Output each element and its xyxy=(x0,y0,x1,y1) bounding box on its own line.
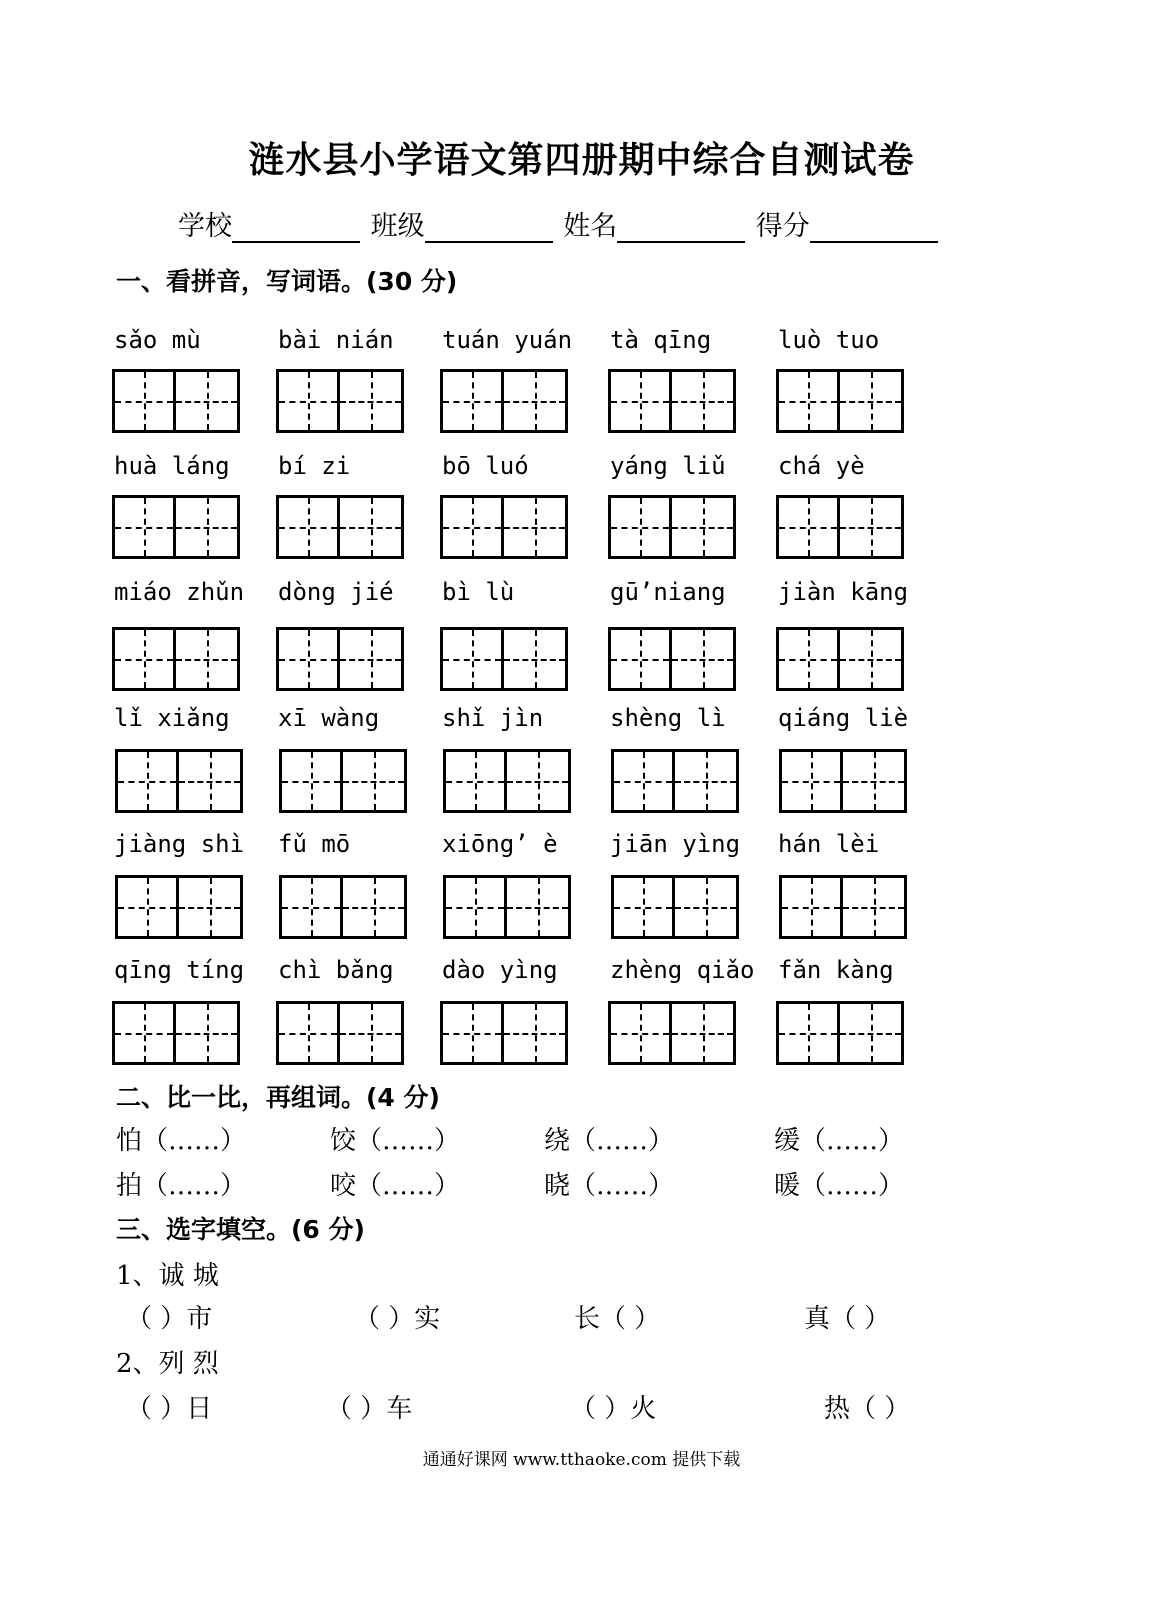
q1-label: 1、诚 城 xyxy=(116,1261,219,1291)
writing-grid[interactable] xyxy=(440,369,568,433)
character-cell[interactable] xyxy=(675,878,736,936)
character-cell[interactable] xyxy=(115,372,176,430)
guide-line-horizontal xyxy=(446,781,504,783)
character-cell[interactable] xyxy=(443,630,504,688)
guide-line-horizontal xyxy=(675,781,736,783)
pinyin-label: miáo zhǔn xyxy=(114,578,245,606)
guide-line-horizontal xyxy=(179,781,240,783)
footer-credit: 通通好课网 www.tthaoke.com 提供下载 xyxy=(422,1450,741,1470)
writing-grid[interactable] xyxy=(276,627,404,691)
fill-item[interactable]: （ ）日 xyxy=(126,1394,213,1424)
guide-line-horizontal xyxy=(782,907,840,909)
writing-grid[interactable] xyxy=(112,627,240,691)
pinyin-label: chì bǎng xyxy=(278,956,394,984)
character-cell[interactable] xyxy=(340,372,401,430)
page-title: 涟水县小学语文第四册期中综合自测试卷 xyxy=(248,140,915,181)
character-cell[interactable] xyxy=(840,372,901,430)
writing-grid[interactable] xyxy=(279,749,407,813)
writing-grid[interactable] xyxy=(112,1001,240,1065)
character-cell[interactable] xyxy=(672,498,733,556)
school-blank[interactable] xyxy=(232,215,360,243)
character-cell[interactable] xyxy=(614,752,675,810)
guide-line-horizontal xyxy=(115,1033,173,1035)
guide-line-horizontal xyxy=(118,781,176,783)
writing-grid[interactable] xyxy=(611,875,739,939)
guide-line-horizontal xyxy=(504,1033,565,1035)
character-cell[interactable] xyxy=(176,372,237,430)
pinyin-label: bí zi xyxy=(278,452,351,480)
guide-line-horizontal xyxy=(115,401,173,403)
fill-item[interactable]: 热（ ） xyxy=(824,1394,911,1424)
guide-line-horizontal xyxy=(446,907,504,909)
writing-grid[interactable] xyxy=(440,495,568,559)
character-cell[interactable] xyxy=(779,630,840,688)
writing-grid[interactable] xyxy=(608,627,736,691)
writing-grid[interactable] xyxy=(608,495,736,559)
name-label: 姓名 xyxy=(563,211,618,242)
guide-line-horizontal xyxy=(279,1033,337,1035)
writing-grid[interactable] xyxy=(112,495,240,559)
character-cell[interactable] xyxy=(672,1004,733,1062)
guide-line-horizontal xyxy=(672,659,733,661)
writing-grid[interactable] xyxy=(276,1001,404,1065)
character-cell[interactable] xyxy=(672,630,733,688)
character-cell[interactable] xyxy=(779,1004,840,1062)
writing-grid[interactable] xyxy=(608,369,736,433)
guide-line-horizontal xyxy=(614,781,672,783)
character-cell[interactable] xyxy=(675,752,736,810)
pinyin-label: huà láng xyxy=(114,452,230,480)
writing-grid[interactable] xyxy=(443,875,571,939)
guide-line-horizontal xyxy=(176,659,237,661)
guide-line-horizontal xyxy=(340,401,401,403)
compare-item[interactable]: 绕（……） xyxy=(544,1126,675,1156)
character-cell[interactable] xyxy=(779,498,840,556)
q1-items xyxy=(126,1298,984,1335)
character-cell[interactable] xyxy=(504,372,565,430)
section2-heading: 二、比一比，再组词。(4 分) xyxy=(116,1083,440,1112)
guide-line-horizontal xyxy=(840,527,901,529)
compare-row-1 xyxy=(116,1120,964,1157)
character-cell[interactable] xyxy=(343,752,404,810)
guide-line-horizontal xyxy=(343,781,404,783)
guide-line-horizontal xyxy=(504,527,565,529)
guide-line-horizontal xyxy=(340,527,401,529)
guide-line-horizontal xyxy=(443,1033,501,1035)
guide-line-horizontal xyxy=(176,401,237,403)
compare-item[interactable]: 拍（……） xyxy=(116,1171,247,1201)
writing-grid[interactable] xyxy=(276,369,404,433)
character-cell[interactable] xyxy=(282,878,343,936)
name-blank[interactable] xyxy=(617,215,745,243)
guide-line-horizontal xyxy=(118,907,176,909)
writing-grid[interactable] xyxy=(608,1001,736,1065)
character-cell[interactable] xyxy=(279,372,340,430)
guide-line-horizontal xyxy=(279,527,337,529)
guide-line-horizontal xyxy=(782,781,840,783)
character-cell[interactable] xyxy=(504,498,565,556)
character-cell[interactable] xyxy=(115,1004,176,1062)
class-blank[interactable] xyxy=(425,215,553,243)
character-cell[interactable] xyxy=(279,498,340,556)
guide-line-horizontal xyxy=(840,659,901,661)
writing-grid[interactable] xyxy=(276,495,404,559)
guide-line-horizontal xyxy=(504,401,565,403)
pinyin-label: tà qīng xyxy=(610,326,712,354)
pinyin-label: qīng tíng xyxy=(114,956,245,984)
guide-line-horizontal xyxy=(611,401,669,403)
guide-line-horizontal xyxy=(179,907,240,909)
character-cell[interactable] xyxy=(779,372,840,430)
guide-line-horizontal xyxy=(282,907,340,909)
pinyin-label: lǐ xiǎng xyxy=(114,704,230,732)
character-cell[interactable] xyxy=(443,498,504,556)
pinyin-label: sǎo mù xyxy=(114,326,201,354)
writing-grid[interactable] xyxy=(776,495,904,559)
guide-line-horizontal xyxy=(443,659,501,661)
guide-line-horizontal xyxy=(279,659,337,661)
guide-line-horizontal xyxy=(675,907,736,909)
guide-line-horizontal xyxy=(614,907,672,909)
guide-line-horizontal xyxy=(176,1033,237,1035)
character-cell[interactable] xyxy=(340,1004,401,1062)
pinyin-label: fǎn kàng xyxy=(778,956,894,984)
section3-heading: 三、选字填空。(6 分) xyxy=(116,1215,365,1244)
guide-line-horizontal xyxy=(840,1033,901,1035)
guide-line-horizontal xyxy=(340,1033,401,1035)
writing-grid[interactable] xyxy=(112,369,240,433)
character-cell[interactable] xyxy=(176,630,237,688)
character-cell[interactable] xyxy=(843,752,904,810)
compare-item[interactable]: 怕（……） xyxy=(116,1126,247,1156)
guide-line-horizontal xyxy=(279,401,337,403)
guide-line-horizontal xyxy=(611,1033,669,1035)
student-info-line xyxy=(178,204,940,243)
writing-grid[interactable] xyxy=(779,749,907,813)
character-cell[interactable] xyxy=(343,878,404,936)
character-cell[interactable] xyxy=(443,1004,504,1062)
character-cell[interactable] xyxy=(340,498,401,556)
pinyin-label: fǔ mō xyxy=(278,830,351,858)
guide-line-horizontal xyxy=(176,527,237,529)
character-cell[interactable] xyxy=(507,878,568,936)
compare-item[interactable]: 晓（……） xyxy=(544,1171,675,1201)
pinyin-label: bì lù xyxy=(442,578,515,606)
character-cell[interactable] xyxy=(611,498,672,556)
fill-item[interactable]: （ ）实 xyxy=(354,1304,441,1334)
fill-item[interactable]: （ ）车 xyxy=(326,1394,413,1424)
character-cell[interactable] xyxy=(611,1004,672,1062)
pinyin-label: bō luó xyxy=(442,452,529,480)
character-cell[interactable] xyxy=(782,752,843,810)
fill-item[interactable]: （ ）火 xyxy=(570,1394,657,1424)
character-cell[interactable] xyxy=(115,630,176,688)
character-cell[interactable] xyxy=(179,752,240,810)
character-cell[interactable] xyxy=(279,630,340,688)
pinyin-label: gū’niang xyxy=(610,578,726,606)
character-cell[interactable] xyxy=(504,1004,565,1062)
score-label: 得分 xyxy=(755,211,810,242)
character-cell[interactable] xyxy=(504,630,565,688)
guide-line-horizontal xyxy=(282,781,340,783)
writing-grid[interactable] xyxy=(279,875,407,939)
character-cell[interactable] xyxy=(279,1004,340,1062)
pinyin-label: jiàn kāng xyxy=(778,578,909,606)
guide-line-horizontal xyxy=(340,659,401,661)
class-label: 班级 xyxy=(370,211,425,242)
pinyin-label: hán lèi xyxy=(778,830,880,858)
writing-grid[interactable] xyxy=(776,1001,904,1065)
pinyin-label: yáng liǔ xyxy=(610,452,726,480)
pinyin-label: xiōng’ è xyxy=(442,830,558,858)
guide-line-horizontal xyxy=(611,659,669,661)
guide-line-horizontal xyxy=(843,781,904,783)
pinyin-label: jiàng shì xyxy=(114,830,245,858)
character-cell[interactable] xyxy=(782,878,843,936)
character-cell[interactable] xyxy=(672,372,733,430)
school-label: 学校 xyxy=(178,211,232,242)
writing-grid[interactable] xyxy=(779,875,907,939)
section1-heading: 一、看拼音，写词语。(30 分) xyxy=(116,267,458,296)
character-cell[interactable] xyxy=(176,498,237,556)
fill-item[interactable]: （ ）市 xyxy=(126,1304,213,1334)
writing-grid[interactable] xyxy=(115,875,243,939)
writing-grid[interactable] xyxy=(611,749,739,813)
compare-row-2 xyxy=(116,1165,964,1202)
pinyin-label: zhèng qiǎo xyxy=(610,956,755,984)
compare-item[interactable]: 咬（……） xyxy=(330,1171,461,1201)
character-cell[interactable] xyxy=(611,630,672,688)
q2-items xyxy=(126,1388,1004,1425)
guide-line-horizontal xyxy=(611,527,669,529)
character-cell[interactable] xyxy=(115,498,176,556)
character-cell[interactable] xyxy=(611,372,672,430)
guide-line-horizontal xyxy=(779,527,837,529)
guide-line-horizontal xyxy=(115,527,173,529)
guide-line-horizontal xyxy=(343,907,404,909)
character-cell[interactable] xyxy=(840,630,901,688)
character-cell[interactable] xyxy=(282,752,343,810)
pinyin-label: jiān yìng xyxy=(610,830,741,858)
compare-item[interactable]: 饺（……） xyxy=(330,1126,461,1156)
pinyin-label: shǐ jìn xyxy=(442,704,544,732)
character-cell[interactable] xyxy=(446,878,507,936)
writing-grid[interactable] xyxy=(440,627,568,691)
pinyin-label: dòng jié xyxy=(278,578,394,606)
writing-grid[interactable] xyxy=(115,749,243,813)
character-cell[interactable] xyxy=(446,752,507,810)
character-cell[interactable] xyxy=(840,498,901,556)
character-cell[interactable] xyxy=(507,752,568,810)
pinyin-label: tuán yuán xyxy=(442,326,573,354)
compare-item[interactable]: 暖（……） xyxy=(774,1171,905,1201)
character-cell[interactable] xyxy=(614,878,675,936)
pinyin-label: chá yè xyxy=(778,452,865,480)
fill-item[interactable]: 长（ ） xyxy=(574,1304,661,1334)
pinyin-label: shèng lì xyxy=(610,704,726,732)
guide-line-horizontal xyxy=(840,401,901,403)
character-cell[interactable] xyxy=(118,878,179,936)
character-cell[interactable] xyxy=(179,878,240,936)
fill-item[interactable]: 真（ ） xyxy=(804,1304,891,1334)
character-cell[interactable] xyxy=(176,1004,237,1062)
character-cell[interactable] xyxy=(840,1004,901,1062)
character-cell[interactable] xyxy=(340,630,401,688)
pinyin-label: qiáng liè xyxy=(778,704,909,732)
guide-line-horizontal xyxy=(843,907,904,909)
guide-line-horizontal xyxy=(672,527,733,529)
writing-grid[interactable] xyxy=(776,369,904,433)
q2-label: 2、列 烈 xyxy=(116,1349,219,1379)
guide-line-horizontal xyxy=(779,659,837,661)
score-blank[interactable] xyxy=(810,215,938,243)
character-cell[interactable] xyxy=(118,752,179,810)
guide-line-horizontal xyxy=(779,401,837,403)
guide-line-horizontal xyxy=(507,781,568,783)
pinyin-label: xī wàng xyxy=(278,704,380,732)
pinyin-label: bài nián xyxy=(278,326,394,354)
compare-item[interactable]: 缓（……） xyxy=(774,1126,905,1156)
pinyin-label: luò tuo xyxy=(778,326,880,354)
guide-line-horizontal xyxy=(672,401,733,403)
guide-line-horizontal xyxy=(779,1033,837,1035)
writing-grid[interactable] xyxy=(443,749,571,813)
guide-line-horizontal xyxy=(443,401,501,403)
character-cell[interactable] xyxy=(443,372,504,430)
guide-line-horizontal xyxy=(504,659,565,661)
guide-line-horizontal xyxy=(443,527,501,529)
guide-line-horizontal xyxy=(507,907,568,909)
writing-grid[interactable] xyxy=(440,1001,568,1065)
character-cell[interactable] xyxy=(843,878,904,936)
writing-grid[interactable] xyxy=(776,627,904,691)
guide-line-horizontal xyxy=(115,659,173,661)
pinyin-label: dào yìng xyxy=(442,956,558,984)
guide-line-horizontal xyxy=(672,1033,733,1035)
